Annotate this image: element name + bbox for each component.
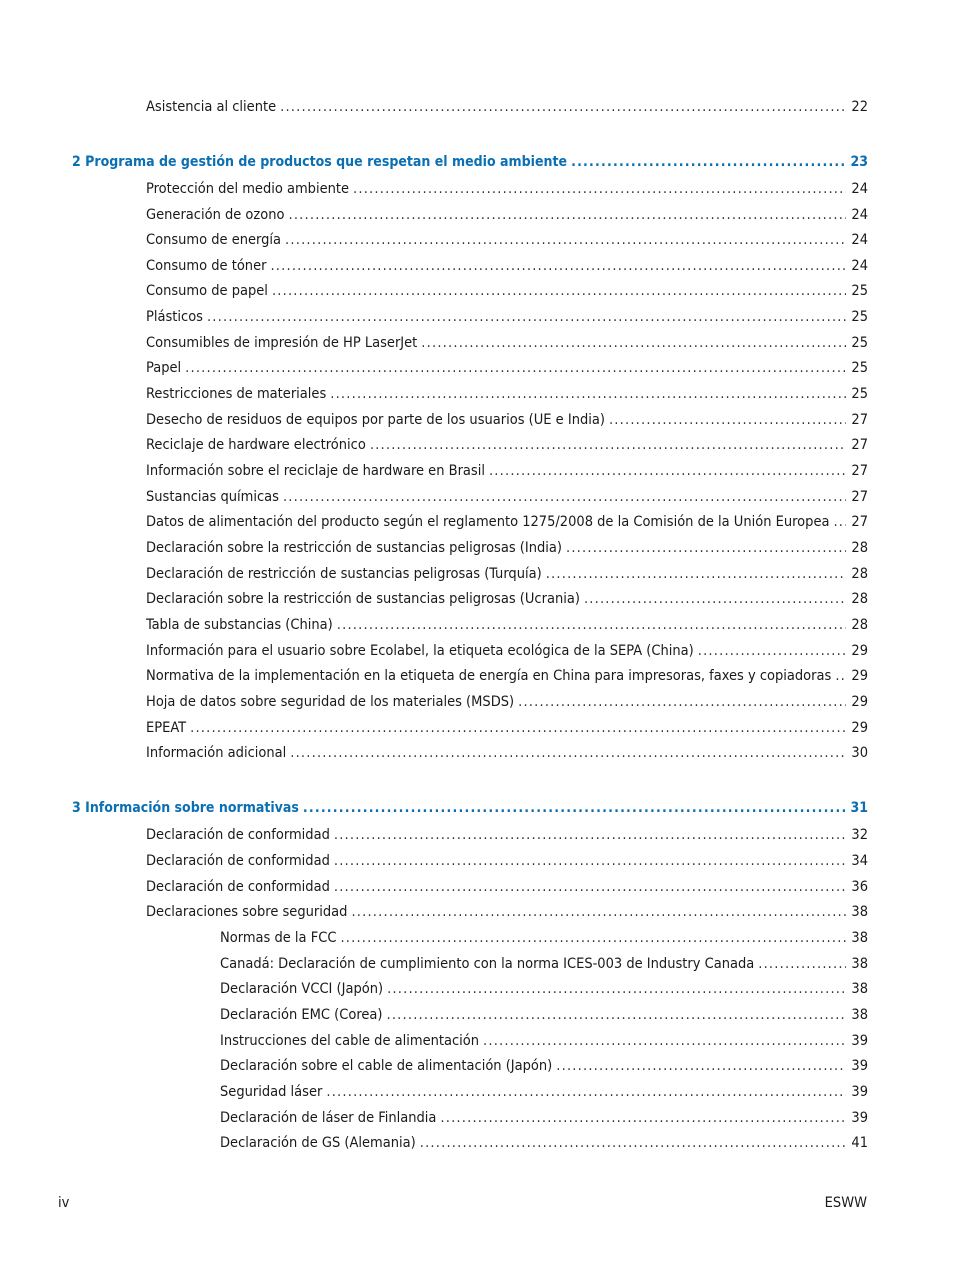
toc-page-number: 22 (851, 99, 868, 115)
toc-dot-leader (483, 1032, 846, 1050)
toc-entry-title: Normativa de la implementación en la etiqueta de energía en China para impresoras, faxes y copiadoras (146, 668, 832, 684)
toc-entry[interactable] (146, 206, 868, 224)
toc-entry-title: Hoja de datos sobre seguridad de los materiales (MSDS) (146, 694, 515, 710)
toc-entry-title: Instrucciones del cable de alimentación (220, 1033, 480, 1049)
toc-page-number: 25 (851, 309, 868, 325)
toc-entry-title: Restricciones de materiales (146, 386, 327, 402)
toc-dot-leader (290, 744, 846, 762)
toc-entry[interactable] (146, 180, 868, 198)
toc-entry[interactable] (220, 980, 868, 998)
toc-entry[interactable] (146, 565, 868, 583)
toc-entry[interactable] (146, 616, 868, 634)
toc-entry[interactable] (220, 1083, 868, 1101)
toc-dot-leader (370, 436, 847, 454)
toc-entry[interactable] (146, 411, 868, 429)
toc-entry-title: Generación de ozono (146, 207, 285, 223)
toc-page-number: 38 (851, 1007, 868, 1023)
toc-entry-title: Asistencia al cliente (146, 99, 277, 115)
toc-entry-title: Declaración de conformidad (146, 827, 330, 843)
toc-entry-title: Consumo de tóner (146, 258, 267, 274)
toc-entry[interactable] (146, 488, 868, 506)
toc-entry[interactable] (146, 744, 868, 762)
toc-entry-title: Consumo de papel (146, 283, 268, 299)
toc-page-number: 29 (851, 720, 868, 736)
toc-entry-title: Declaración sobre la restricción de sustancias peligrosas (Ucrania) (146, 591, 580, 607)
toc-page-number: 27 (851, 412, 868, 428)
toc-entry-title: Declaración EMC (Corea) (220, 1007, 383, 1023)
toc-dot-leader (351, 903, 846, 921)
toc-entry-title: Información adicional (146, 745, 287, 761)
toc-dot-leader (330, 385, 846, 403)
toc-entry-title: Papel (146, 360, 182, 376)
toc-dot-leader (833, 513, 846, 531)
toc-dot-leader (584, 590, 846, 608)
toc-page-number: 27 (851, 463, 868, 479)
toc-dot-leader (326, 1083, 846, 1101)
toc-entry[interactable] (220, 1134, 868, 1152)
toc-dot-leader (280, 98, 846, 116)
toc-entry[interactable] (220, 929, 868, 947)
toc-page-number: 29 (851, 694, 868, 710)
toc-dot-leader (758, 955, 846, 973)
toc-entry-title: Reciclaje de hardware electrónico (146, 437, 366, 453)
toc-entry[interactable] (146, 693, 868, 711)
toc-dot-leader (353, 180, 846, 198)
toc-dot-leader (518, 693, 846, 711)
toc-page-number: 32 (851, 827, 868, 843)
toc-dot-leader (337, 616, 847, 634)
toc-dot-leader (440, 1109, 846, 1127)
toc-entry-title: Declaración sobre el cable de alimentación (Japón) (220, 1058, 553, 1074)
toc-dot-leader (421, 334, 846, 352)
toc-entry-title: Seguridad láser (220, 1084, 323, 1100)
footer-page-number: iv (58, 1195, 70, 1211)
toc-dot-leader (835, 667, 846, 685)
toc-dot-leader (546, 565, 847, 583)
toc-entry[interactable] (146, 539, 868, 557)
toc-dot-leader (289, 206, 847, 224)
toc-page-number: 39 (851, 1084, 868, 1100)
toc-entry-title: 3 Información sobre normativas (72, 800, 299, 816)
toc-entry[interactable] (220, 955, 868, 973)
toc-dot-leader (698, 642, 847, 660)
toc-dot-leader (387, 980, 846, 998)
toc-page-number: 38 (851, 956, 868, 972)
toc-dot-leader (283, 488, 846, 506)
toc-entry-title: Desecho de residuos de equipos por parte de los usuarios (UE e India) (146, 412, 605, 428)
toc-page-number: 39 (851, 1058, 868, 1074)
toc-page-number: 27 (851, 514, 868, 530)
toc-page-number: 25 (851, 360, 868, 376)
toc-entry[interactable] (220, 1032, 868, 1050)
toc-entry[interactable] (146, 513, 868, 531)
toc-entry-title: Declaración de GS (Alemania) (220, 1135, 416, 1151)
toc-dot-leader (272, 282, 846, 300)
toc-page-number: 25 (851, 335, 868, 351)
toc-entry-title: Datos de alimentación del producto según el reglamento 1275/2008 de la Comisión de la Unión Europea (146, 514, 830, 530)
toc-entry[interactable] (146, 852, 868, 870)
toc-entry[interactable] (146, 590, 868, 608)
toc-dot-leader (285, 231, 846, 249)
toc-entry[interactable] (146, 878, 868, 896)
toc-dot-leader (207, 308, 846, 326)
toc-entry[interactable] (146, 334, 868, 352)
toc-entry[interactable] (220, 1109, 868, 1127)
toc-dot-leader (387, 1006, 847, 1024)
toc-entry[interactable] (146, 826, 868, 844)
toc-page-number: 29 (851, 643, 868, 659)
toc-entry[interactable] (146, 462, 868, 480)
toc-entry-title: Declaraciones sobre seguridad (146, 904, 348, 920)
toc-page-number: 28 (851, 540, 868, 556)
toc-page-number: 41 (851, 1135, 868, 1151)
toc-entry[interactable] (146, 282, 868, 300)
toc-entry-title: Plásticos (146, 309, 203, 325)
toc-entry-title: Tabla de substancias (China) (146, 617, 333, 633)
toc-entry-title: 2 Programa de gestión de productos que respetan el medio ambiente (72, 154, 568, 170)
footer-doc-code: ESWW (824, 1195, 867, 1211)
toc-chapter-entry[interactable] (72, 799, 868, 817)
toc-entry-title: Información sobre el reciclaje de hardware en Brasil (146, 463, 485, 479)
toc-entry-title: Consumo de energía (146, 232, 282, 248)
toc-page-number: 38 (851, 904, 868, 920)
toc-dot-leader (334, 852, 847, 870)
toc-entry-title: Declaración de restricción de sustancias peligrosas (Turquía) (146, 566, 542, 582)
toc-page-number: 36 (851, 879, 868, 895)
toc-entry-title: Información para el usuario sobre Ecolabel, la etiqueta ecológica de la SEPA (China) (146, 643, 694, 659)
toc-page-number: 25 (851, 283, 868, 299)
toc-entry[interactable] (146, 385, 868, 403)
toc-page-number: 38 (851, 981, 868, 997)
toc-page-number: 39 (851, 1033, 868, 1049)
toc-entry[interactable] (146, 667, 868, 685)
toc-entry-title: Protección del medio ambiente (146, 181, 350, 197)
toc-dot-leader (489, 462, 846, 480)
toc-page-number: 28 (851, 617, 868, 633)
toc-entry-title: Consumibles de impresión de HP LaserJet (146, 335, 418, 351)
toc-entry-title: Declaración de conformidad (146, 879, 330, 895)
toc-entry[interactable] (146, 231, 868, 249)
toc-entry[interactable] (146, 257, 868, 275)
toc-dot-leader (556, 1057, 846, 1075)
toc-page-number: 28 (851, 591, 868, 607)
toc-page-number: 29 (851, 668, 868, 684)
toc-dot-leader (185, 359, 846, 377)
toc-page-number: 34 (851, 853, 868, 869)
toc-dot-leader (571, 153, 845, 171)
toc-entry[interactable] (146, 359, 868, 377)
toc-entry[interactable] (220, 1006, 868, 1024)
toc-entry-title: Declaración sobre la restricción de sustancias peligrosas (India) (146, 540, 562, 556)
toc-dot-leader (334, 826, 847, 844)
toc-entry-title: Sustancias químicas (146, 489, 279, 505)
toc-entry-title: EPEAT (146, 720, 187, 736)
toc-entry-title: Declaración de láser de Finlandia (220, 1110, 437, 1126)
toc-entry-title: Canadá: Declaración de cumplimiento con la norma ICES-003 de Industry Canada (220, 956, 755, 972)
toc-dot-leader (609, 411, 846, 429)
toc-page-number: 25 (851, 386, 868, 402)
toc-page-number: 31 (850, 800, 868, 816)
toc-dot-leader (303, 799, 846, 817)
toc-page-number: 27 (851, 489, 868, 505)
toc-entry-title: Normas de la FCC (220, 930, 337, 946)
toc-entry-title: Declaración de conformidad (146, 853, 330, 869)
toc-entry[interactable] (146, 903, 868, 921)
toc-page-number: 23 (850, 154, 868, 170)
toc-dot-leader (566, 539, 846, 557)
toc-dot-leader (270, 257, 846, 275)
toc-dot-leader (334, 878, 847, 896)
toc-page-number: 24 (851, 258, 868, 274)
toc-entry[interactable] (146, 436, 868, 454)
toc-page-number: 24 (851, 181, 868, 197)
toc-page-number: 24 (851, 232, 868, 248)
toc-page-number: 38 (851, 930, 868, 946)
toc-page-number: 39 (851, 1110, 868, 1126)
toc-dot-leader (190, 719, 846, 737)
toc-page-number: 30 (851, 745, 868, 761)
toc-page-number: 27 (851, 437, 868, 453)
toc-entry-title: Declaración VCCI (Japón) (220, 981, 384, 997)
toc-dot-leader (340, 929, 846, 947)
toc-entry[interactable] (146, 719, 868, 737)
toc-entry[interactable] (146, 308, 868, 326)
toc-page-number: 28 (851, 566, 868, 582)
toc-entry[interactable] (146, 98, 868, 116)
toc-chapter-entry[interactable] (72, 153, 868, 171)
toc-page-number: 24 (851, 207, 868, 223)
toc-entry[interactable] (146, 642, 868, 660)
toc-entry[interactable] (220, 1057, 868, 1075)
toc-dot-leader (420, 1134, 847, 1152)
